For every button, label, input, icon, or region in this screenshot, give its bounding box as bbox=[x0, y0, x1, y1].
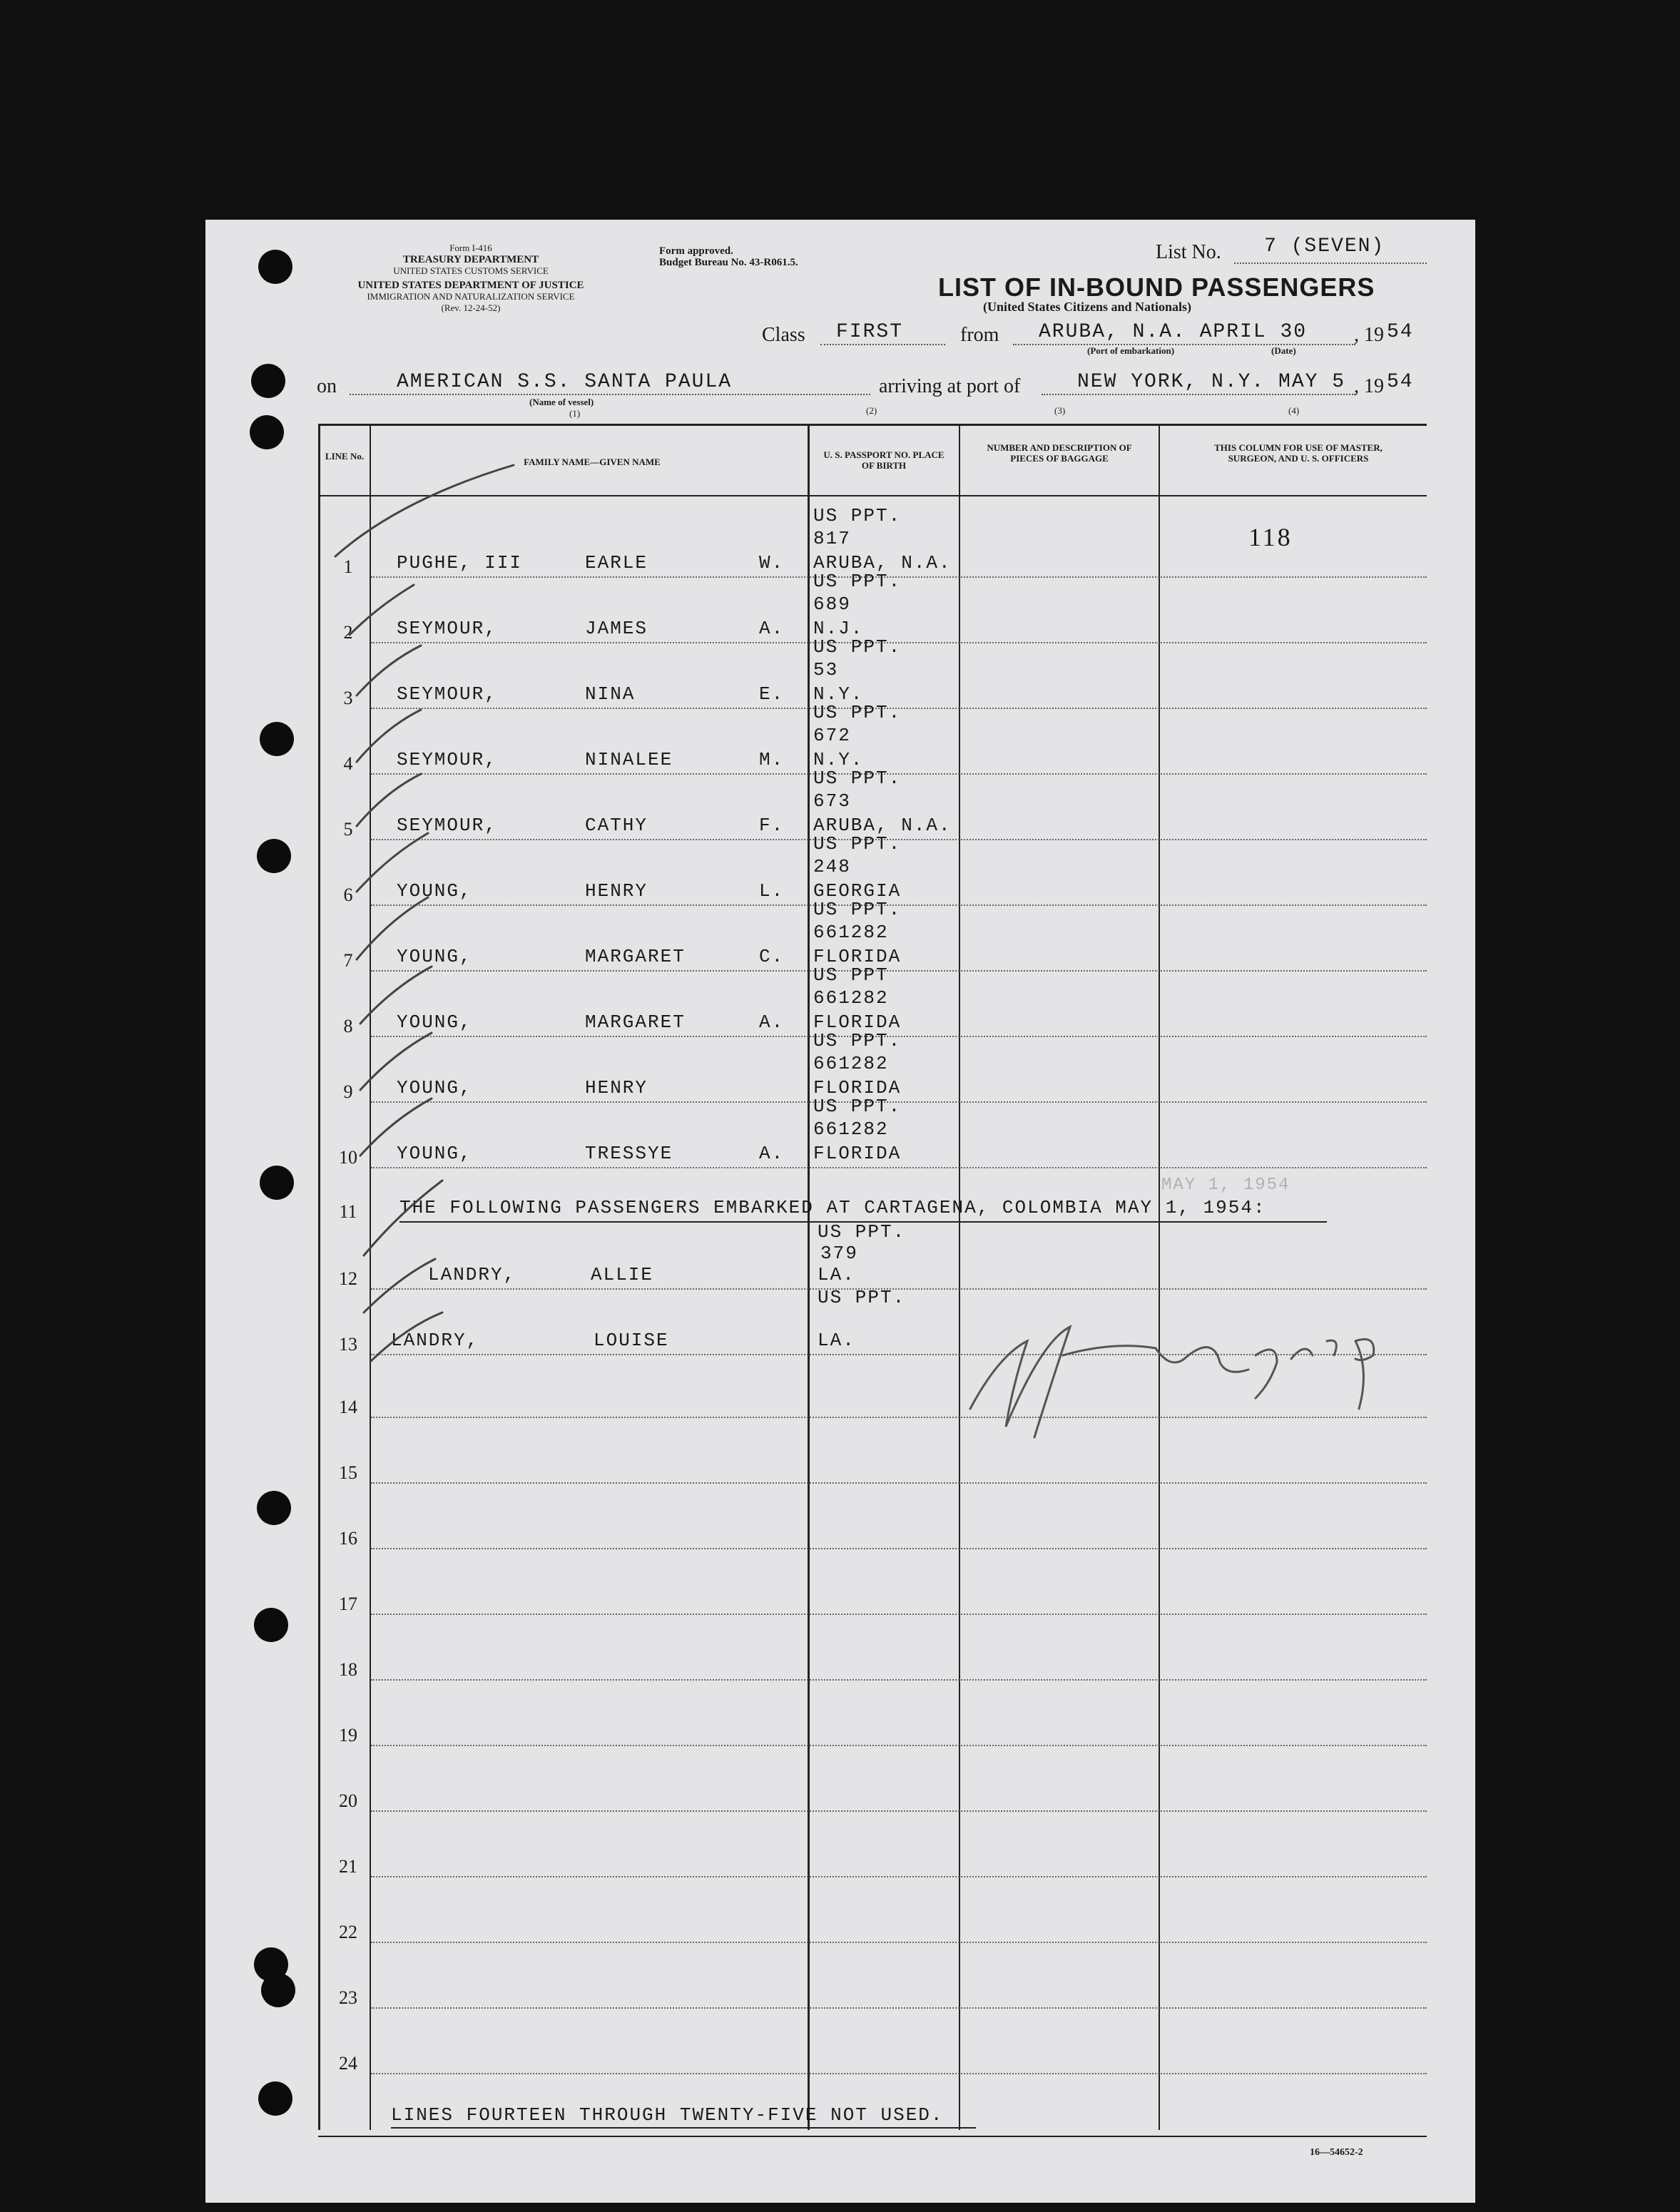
passport-number: 661282 bbox=[813, 1118, 889, 1140]
passport-number: 673 bbox=[813, 790, 851, 812]
row-rule bbox=[371, 1417, 1427, 1418]
place-of-birth: ARUBA, N.A. bbox=[813, 552, 952, 574]
caption-1: (1) bbox=[569, 408, 581, 419]
passport-label: US PPT. bbox=[818, 1221, 906, 1243]
line-number: 4 bbox=[343, 753, 353, 774]
passport-label: US PPT. bbox=[818, 1287, 906, 1308]
binder-hole bbox=[257, 1491, 291, 1525]
given-name: ALLIE bbox=[591, 1264, 654, 1285]
list-no-dots bbox=[1234, 263, 1427, 264]
middle-initial: C. bbox=[759, 946, 785, 967]
row-rule bbox=[371, 1614, 1427, 1615]
row-rule bbox=[371, 1810, 1427, 1812]
row-rule bbox=[371, 2007, 1427, 2009]
line-number: 22 bbox=[339, 1922, 357, 1942]
line-number: 17 bbox=[339, 1594, 357, 1614]
port-embark-caption: (Port of embarkation) bbox=[1087, 345, 1175, 356]
vessel-dots bbox=[350, 394, 870, 395]
family-name: PUGHE, III bbox=[397, 552, 523, 574]
line-number: 21 bbox=[339, 1856, 357, 1877]
passport-label: US PPT. bbox=[813, 1096, 902, 1117]
arriving-label: arriving at port of bbox=[879, 375, 1021, 397]
family-name: LANDRY, bbox=[428, 1264, 516, 1285]
page-title: LIST OF IN-BOUND PASSENGERS bbox=[938, 272, 1375, 302]
given-name: MARGARET bbox=[585, 1011, 686, 1033]
from-year: 54 bbox=[1387, 321, 1414, 343]
binder-hole bbox=[257, 839, 291, 873]
col-header-name: FAMILY NAME—GIVEN NAME bbox=[524, 457, 661, 467]
row-rule bbox=[371, 1876, 1427, 1877]
col-divider-lineno bbox=[370, 424, 371, 2130]
middle-initial: M. bbox=[759, 749, 785, 770]
col-header-baggage: NUMBER AND DESCRIPTION OF PIECES OF BAGGAGE bbox=[987, 442, 1132, 464]
line-number: 16 bbox=[339, 1528, 357, 1549]
binder-hole bbox=[258, 250, 292, 284]
row-rule bbox=[371, 1482, 1427, 1484]
family-name: YOUNG, bbox=[397, 1077, 472, 1099]
given-name: TRESSYE bbox=[585, 1143, 673, 1164]
middle-initial: W. bbox=[759, 552, 785, 574]
caption-3: (3) bbox=[1054, 405, 1066, 416]
passport-number: 248 bbox=[813, 856, 851, 877]
table-top-rule bbox=[318, 424, 1427, 426]
place-of-birth: N.Y. bbox=[813, 683, 864, 705]
line-number: 7 bbox=[343, 950, 353, 971]
row-rule bbox=[371, 1548, 1427, 1549]
given-name: JAMES bbox=[585, 618, 648, 639]
family-name: SEYMOUR, bbox=[397, 815, 497, 836]
binder-hole bbox=[260, 722, 294, 756]
middle-initial: A. bbox=[759, 1143, 785, 1164]
place-of-birth: LA. bbox=[818, 1264, 855, 1285]
passport-number: 672 bbox=[813, 725, 851, 746]
passport-label: US PPT bbox=[813, 964, 889, 986]
given-name: MARGARET bbox=[585, 946, 686, 967]
place-of-birth: GEORGIA bbox=[813, 880, 902, 902]
from-dots bbox=[1013, 344, 1355, 345]
given-name: HENRY bbox=[585, 880, 648, 902]
col-divider-name bbox=[808, 424, 810, 2130]
line-number: 13 bbox=[339, 1334, 357, 1355]
passport-number: 53 bbox=[813, 659, 839, 681]
place-of-birth: FLORIDA bbox=[813, 1143, 902, 1164]
header-bottom-rule bbox=[318, 495, 1427, 496]
binder-hole bbox=[258, 2081, 292, 2116]
place-of-birth: ARUBA, N.A. bbox=[813, 815, 952, 836]
binder-hole bbox=[261, 1973, 295, 2007]
col-header-passport: U. S. PASSPORT NO. PLACE OF BIRTH bbox=[823, 449, 945, 471]
line-number: 5 bbox=[343, 819, 353, 840]
family-name: SEYMOUR, bbox=[397, 749, 497, 770]
arrival-dots bbox=[1042, 394, 1355, 395]
family-name: YOUNG, bbox=[397, 1143, 472, 1164]
line-number: 6 bbox=[343, 885, 353, 905]
given-name: HENRY bbox=[585, 1077, 648, 1099]
line-number: 19 bbox=[339, 1725, 357, 1745]
line-number: 1 bbox=[343, 556, 353, 577]
passport-number: 817 bbox=[813, 528, 851, 549]
given-name: NINALEE bbox=[585, 749, 673, 770]
family-name: SEYMOUR, bbox=[397, 618, 497, 639]
col-divider-passport bbox=[959, 424, 960, 2130]
col-header-line-no: LINE No. bbox=[325, 451, 365, 462]
passport-label: US PPT. bbox=[813, 702, 902, 723]
line-number: 20 bbox=[339, 1790, 357, 1811]
footer-note: LINES FOURTEEN THROUGH TWENTY-FIVE NOT USED. bbox=[391, 2104, 944, 2126]
middle-initial: F. bbox=[759, 815, 785, 836]
middle-initial: E. bbox=[759, 683, 785, 705]
passport-label: US PPT. bbox=[813, 505, 902, 526]
passport-label: US PPT. bbox=[813, 1030, 902, 1051]
passport-label: US PPT. bbox=[813, 768, 902, 789]
page-subtitle: (United States Citizens and Nationals) bbox=[983, 300, 1192, 314]
line-number: 11 bbox=[339, 1201, 357, 1222]
passport-number: 661282 bbox=[813, 1053, 889, 1074]
passport-label: US PPT. bbox=[813, 571, 902, 592]
class-dots bbox=[820, 344, 945, 345]
passport-number: 689 bbox=[813, 593, 851, 615]
list-no-value: 7 (SEVEN) bbox=[1264, 235, 1385, 258]
on-label: on bbox=[317, 375, 337, 397]
given-name: CATHY bbox=[585, 815, 648, 836]
table-left-border bbox=[318, 424, 320, 2130]
caption-4: (4) bbox=[1288, 405, 1300, 416]
col-header-officers: THIS COLUMN FOR USE OF MASTER, SURGEON, AND U. S. OFFICERS bbox=[1214, 442, 1383, 464]
col-divider-baggage bbox=[1159, 424, 1160, 2130]
vessel-name: AMERICAN S.S. SANTA PAULA bbox=[397, 371, 733, 393]
middle-initial: A. bbox=[759, 618, 785, 639]
arrival-port: NEW YORK, N.Y. MAY 5 bbox=[1077, 371, 1346, 393]
form-id-block: Form I-416 TREASURY DEPARTMENT UNITED STATES CUSTOMS SERVICE UNITED STATES DEPARTMENT OF JUSTICE IMMIGRATION AND NATURALIZATION SERVICE (Rev. 12-24-52) bbox=[357, 243, 584, 313]
binder-hole bbox=[254, 1608, 288, 1642]
row-rule bbox=[371, 1745, 1427, 1746]
binder-hole bbox=[250, 415, 284, 449]
place-of-birth: FLORIDA bbox=[813, 946, 902, 967]
line-number: 15 bbox=[339, 1462, 357, 1483]
approval-block: Form approved. Budget Bureau No. 43-R061.5. bbox=[659, 245, 798, 268]
given-name: NINA bbox=[585, 683, 636, 705]
row-rule bbox=[371, 970, 1427, 972]
binder-hole bbox=[260, 1166, 294, 1200]
from-value: ARUBA, N.A. APRIL 30 bbox=[1039, 321, 1308, 343]
place-of-birth: N.Y. bbox=[813, 749, 864, 770]
binder-hole bbox=[251, 364, 285, 398]
class-label: Class bbox=[762, 324, 805, 346]
family-name: SEYMOUR, bbox=[397, 683, 497, 705]
from-year-prefix: , 19 bbox=[1354, 324, 1384, 346]
line-number: 23 bbox=[339, 1987, 357, 2008]
passport-label: US PPT. bbox=[813, 636, 902, 658]
line-number: 24 bbox=[339, 2053, 357, 2074]
row-rule bbox=[371, 1167, 1427, 1168]
date-caption: (Date) bbox=[1271, 345, 1296, 356]
line-number: 18 bbox=[339, 1659, 357, 1680]
given-name: EARLE bbox=[585, 552, 648, 574]
place-of-birth: N.J. bbox=[813, 618, 864, 639]
embark-note: THE FOLLOWING PASSENGERS EMBARKED AT CARTAGENA, COLOMBIA MAY 1, 1954: bbox=[399, 1197, 1266, 1218]
line-number: 3 bbox=[343, 688, 353, 708]
arrival-year-prefix: , 19 bbox=[1354, 375, 1384, 397]
place-of-birth: LA. bbox=[818, 1330, 855, 1351]
family-name: YOUNG, bbox=[397, 946, 472, 967]
line-number: 10 bbox=[339, 1147, 357, 1168]
passport-label: US PPT. bbox=[813, 833, 902, 855]
arrival-year: 54 bbox=[1387, 371, 1414, 393]
middle-initial: A. bbox=[759, 1011, 785, 1033]
place-of-birth: FLORIDA bbox=[813, 1077, 902, 1099]
row-rule bbox=[371, 1942, 1427, 1943]
passport-number: 661282 bbox=[813, 987, 889, 1009]
form-number: 16—54652-2 bbox=[1310, 2147, 1363, 2158]
row-rule bbox=[371, 2073, 1427, 2074]
family-name: YOUNG, bbox=[397, 1011, 472, 1033]
class-value: FIRST bbox=[836, 321, 904, 343]
table-bottom-rule bbox=[318, 2136, 1427, 2137]
place-of-birth: FLORIDA bbox=[813, 1011, 902, 1033]
row-rule bbox=[371, 1679, 1427, 1681]
line-number: 2 bbox=[343, 622, 353, 643]
family-name: LANDRY, bbox=[391, 1330, 479, 1351]
row-rule bbox=[371, 1354, 1427, 1355]
faint-stamp: MAY 1, 1954 bbox=[1161, 1176, 1290, 1195]
line-number: 9 bbox=[343, 1081, 353, 1102]
list-no-label: List No. bbox=[1156, 241, 1221, 263]
passport-label: US PPT. bbox=[813, 899, 902, 920]
family-name: YOUNG, bbox=[397, 880, 472, 902]
passport-number: 661282 bbox=[813, 922, 889, 943]
passport-number: 379 bbox=[820, 1243, 858, 1264]
line-number: 14 bbox=[339, 1397, 357, 1417]
caption-2: (2) bbox=[866, 405, 877, 416]
from-label: from bbox=[960, 324, 999, 346]
line-number: 8 bbox=[343, 1016, 353, 1036]
officer-note: 118 bbox=[1248, 523, 1293, 551]
given-name: LOUISE bbox=[594, 1330, 669, 1351]
middle-initial: L. bbox=[759, 880, 785, 902]
line-number: 12 bbox=[339, 1268, 357, 1289]
vessel-caption: (Name of vessel) bbox=[529, 397, 594, 407]
footer-note-underline bbox=[391, 2127, 976, 2129]
